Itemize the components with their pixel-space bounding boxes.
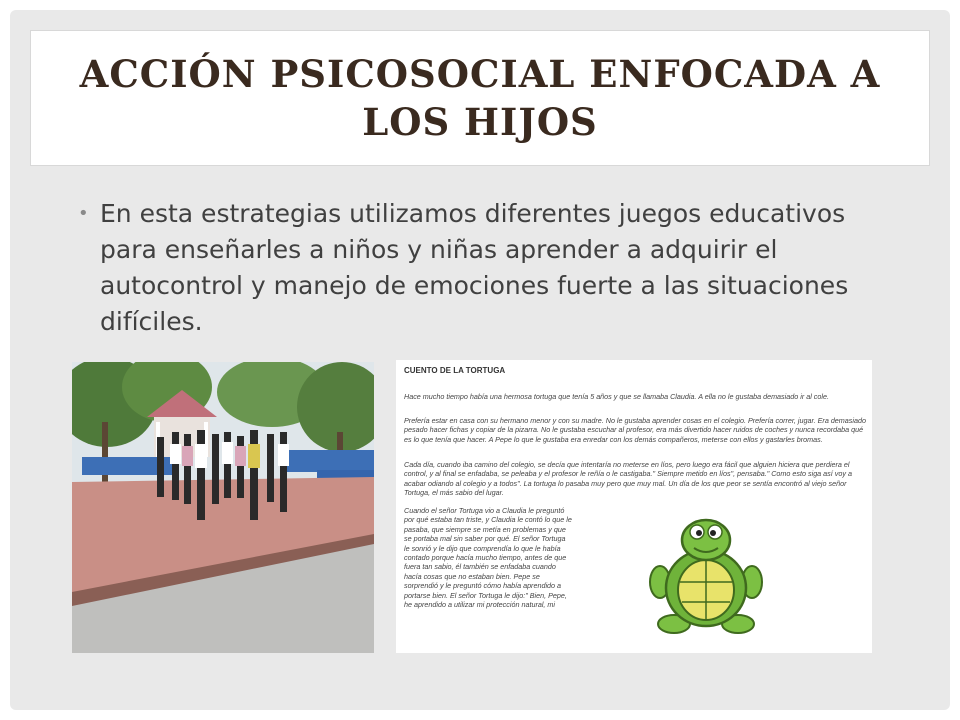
document-title: CUENTO DE LA TORTUGA [404, 366, 506, 375]
bullet-marker: • [78, 203, 89, 224]
photo-illustration [72, 362, 374, 653]
story-document [396, 360, 872, 653]
document-paragraph: Prefería estar en casa con su hermano menor y con su madre. No le gustaba aprender cosas en el colegio. Prefería correr, jugar. Era demasiado pesado hacer fichas y copiar de la pizarra. No le gustaba escuchar al profesor, era más divertido hacer ruidos de coches y nunca recordaba qué es lo que tenía que hacer. A Pepe lo que le gustaba era enredar con los demás compañeros, meterse con ellos y gastarles bromas. [404, 416, 866, 444]
title-box [30, 30, 930, 166]
bullet-list [78, 196, 868, 340]
turtle-cartoon-icon [646, 512, 766, 640]
document-paragraph: Hace mucho tiempo había una hermosa tortuga que tenía 5 años y que se llamaba Claudia. A ella no le gustaba demasiado ir al cole. [404, 392, 829, 401]
document-column-text: Cuando el señor Tortuga vio a Claudia le preguntó por qué estaba tan triste, y Claudia le contó lo que le pasaba, que siempre se metía en problemas y que se portaba mal sin saber por qué. El señor Tortuga le sonrió y le dijo que comprendía lo que le había contado porque hacía mucho tiempo, antes de que fuera tan sabio, él también se enfadaba cuando hacía cosas que no estaban bien. Pepe se sorprendió y le preguntó cómo había aprendido a portarse bien. El señor Tortuga le dijo:" Bien, Pepe, he aprendido a utilizar mi protección natural, mi [404, 506, 572, 610]
slide-title: ACCIÓN PSICOSOCIAL ENFOCADA A LOS HIJOS [79, 52, 881, 144]
document-paragraph: Cada día, cuando iba camino del colegio, se decía que intentaría no meterse en líos, pero luego era fácil que alguien hiciera que perdiera el control, y al final se enfadaba, se peleaba y el profesor le reñía o le castigaba." Siempre metido en líos", pensaba." Como esto siga así voy a acabar odiando al colegio y a todos". La tortuga lo pasaba muy pero que muy mal. Un día de los que peor se sentía encontró al viejo señor Tortuga, el más sabio del lugar. [404, 460, 852, 498]
children-playground-photo [72, 362, 374, 653]
bullet-text: En esta estrategias utilizamos diferentes juegos educativos para enseñarles a niños y niñas aprender a adquirir el autocontrol y manejo de emociones fuerte a las situaciones difíciles. [100, 199, 849, 336]
